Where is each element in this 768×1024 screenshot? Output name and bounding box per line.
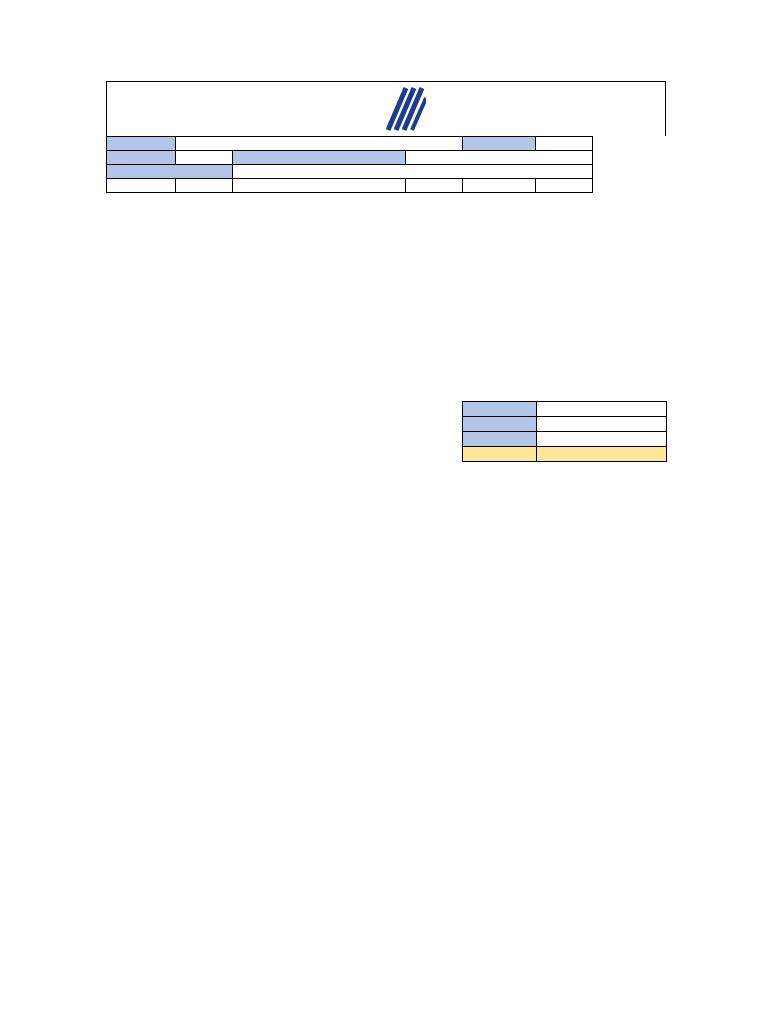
col-vlr-unitario [406,179,463,193]
phone-row [107,151,667,165]
iva-value [537,417,667,432]
col-codigo [176,179,233,193]
column-header-row [107,179,667,193]
telefono-label [107,151,176,165]
customer-row [107,137,667,151]
telefono-value [176,151,233,165]
descuentos-value [537,432,667,447]
mercantil-logo [382,86,612,132]
forma-pago-value[interactable] [233,165,593,179]
invoice-table [106,136,667,193]
payment-row [107,165,667,179]
iva-row [463,417,667,432]
documento-label [463,137,536,151]
direccion-label [233,151,406,165]
subtotal-row [463,402,667,417]
logo-stripes-icon [382,86,426,132]
total-value [537,447,667,462]
descuentos-row [463,432,667,447]
comprador-value [176,137,463,151]
col-valor-total [536,179,593,193]
subtotal-label [463,402,537,417]
subtotal-value [537,402,667,417]
direccion-value [406,151,593,165]
forma-pago-label [107,165,233,179]
iva-label [463,417,537,432]
totals-table [462,401,667,462]
comprador-label [107,137,176,151]
col-descripcion [233,179,406,193]
col-n [107,179,176,193]
total-row [463,447,667,462]
descuentos-label [463,432,537,447]
col-cantidad [463,179,536,193]
documento-value [536,137,593,151]
total-label [463,447,537,462]
